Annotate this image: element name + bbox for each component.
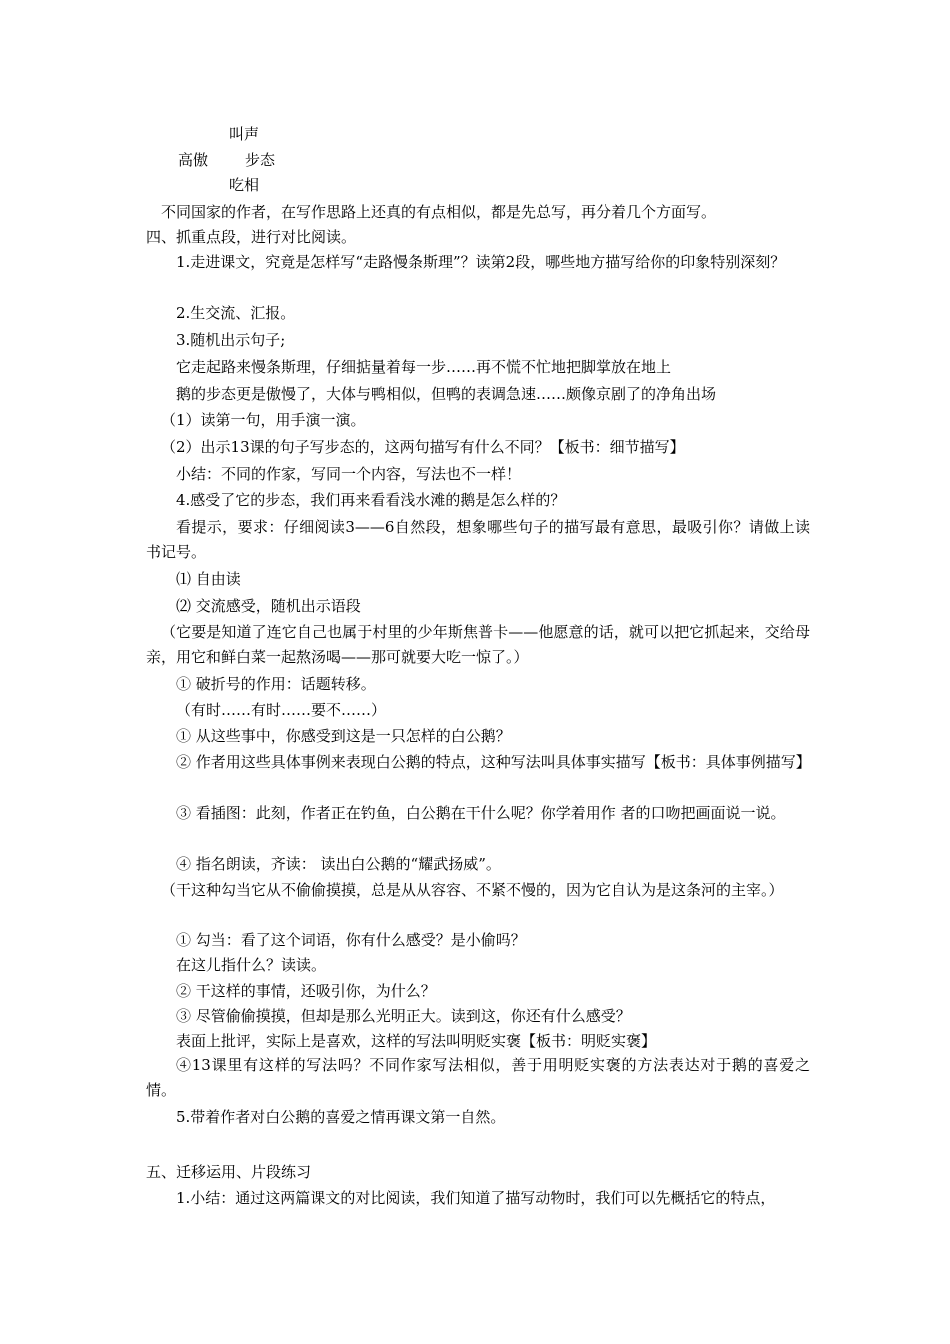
- paragraph: ② 作者用这些具体事例来表现白公鹅的特点，这种写法叫具体事实描写【板书：具体事例描写】: [176, 753, 811, 771]
- diagram-item-left: 高傲: [178, 151, 209, 169]
- diagram-item-bottom: 吃相: [229, 176, 260, 194]
- paragraph: 在这儿指什么？读读。: [176, 956, 327, 974]
- paragraph: ④13课里有这样的写法吗？不同作家写法相似，善于用明贬实褒的方法表达对于鹅的喜爱之情。: [146, 1056, 810, 1099]
- paragraph: （1）读第一句，用手演一演。: [161, 411, 366, 429]
- paragraph: 3.随机出示句子;: [176, 331, 286, 349]
- paragraph: 不同国家的作者，在写作思路上还真的有点相似，都是先总写，再分着几个方面写。: [161, 203, 717, 221]
- paragraph: ③ 尽管偷偷摸摸，但却是那么光明正大。读到这，你还有什么感受？: [176, 1007, 631, 1025]
- paragraph: 2.生交流、汇报。: [176, 304, 296, 322]
- paragraph: 表面上批评，实际上是喜欢，这样的写法叫明贬实褒【板书：明贬实褒】: [176, 1032, 657, 1050]
- paragraph: 5.带着作者对白公鹅的喜爱之情再课文第一自然。: [176, 1108, 506, 1126]
- quote-paragraph: （干这种勾当它从不偷偷摸摸，总是从从容容、不紧不慢的，因为它自认为是这条河的主宰。）: [161, 881, 784, 899]
- quote-paragraph: （它要是知道了连它自己也属于村里的少年斯焦普卡——他愿意的话，就可以把它抓起来，交给母亲，用它和鲜白菜一起熬汤喝——那可就要大吃一惊了。）: [146, 623, 810, 666]
- paragraph: （有时……有时……要不……）: [176, 701, 387, 719]
- paragraph: 1.小结：通过这两篇课文的对比阅读，我们知道了描写动物时，我们可以先概括它的特点，: [176, 1189, 776, 1207]
- paragraph: （2）出示13课的句子写步态的，这两句描写有什么不同？【板书：细节描写】: [161, 438, 685, 456]
- paragraph: 1.走进课文，究竟是怎样写“走路慢条斯理”？读第2段，哪些地方描写给你的印象特别深刻？: [176, 253, 786, 271]
- paragraph: ④ 指名朗读，齐读： 读出白公鹅的“耀武扬威”。: [176, 855, 501, 873]
- paragraph: ⑵ 交流感受，随机出示语段: [176, 597, 361, 615]
- paragraph: 小结：不同的作家，写同一个内容，写法也不一样！: [176, 465, 522, 483]
- diagram-item-middle: 步态: [245, 151, 276, 169]
- paragraph: ⑴ 自由读: [176, 570, 241, 588]
- section-heading: 四、抓重点段，进行对比阅读。: [146, 228, 357, 246]
- paragraph: ② 干这样的事情，还吸引你，为什么？: [176, 982, 436, 1000]
- paragraph: 4.感受了它的步态，我们再来看看浅水滩的鹅是怎么样的？: [176, 491, 566, 509]
- paragraph: 看提示，要求：仔细阅读3——6自然段，想象哪些句子的描写最有意思，最吸引你？请做上读书记号。: [146, 518, 810, 561]
- paragraph: ① 勾当：看了这个词语，你有什么感受？是小偷吗？: [176, 931, 526, 949]
- section-heading: 五、迁移运用、片段练习: [146, 1163, 312, 1181]
- paragraph: ① 破折号的作用：话题转移。: [176, 675, 376, 693]
- quote-line: 它走起路来慢条斯理，仔细掂量着每一步……再不慌不忙地把脚掌放在地上: [176, 358, 672, 376]
- diagram-item-top: 叫声: [229, 125, 260, 143]
- paragraph: ① 从这些事中，你感受到这是一只怎样的白公鹅？: [176, 727, 511, 745]
- paragraph: ③ 看插图：此刻，作者正在钓鱼，白公鹅在干什么呢？你学着用作 者的口吻把画面说一说。: [176, 804, 786, 822]
- quote-line: 鹅的步态更是傲慢了，大体与鸭相似，但鸭的表调急速……颇像京剧了的净角出场: [176, 385, 717, 403]
